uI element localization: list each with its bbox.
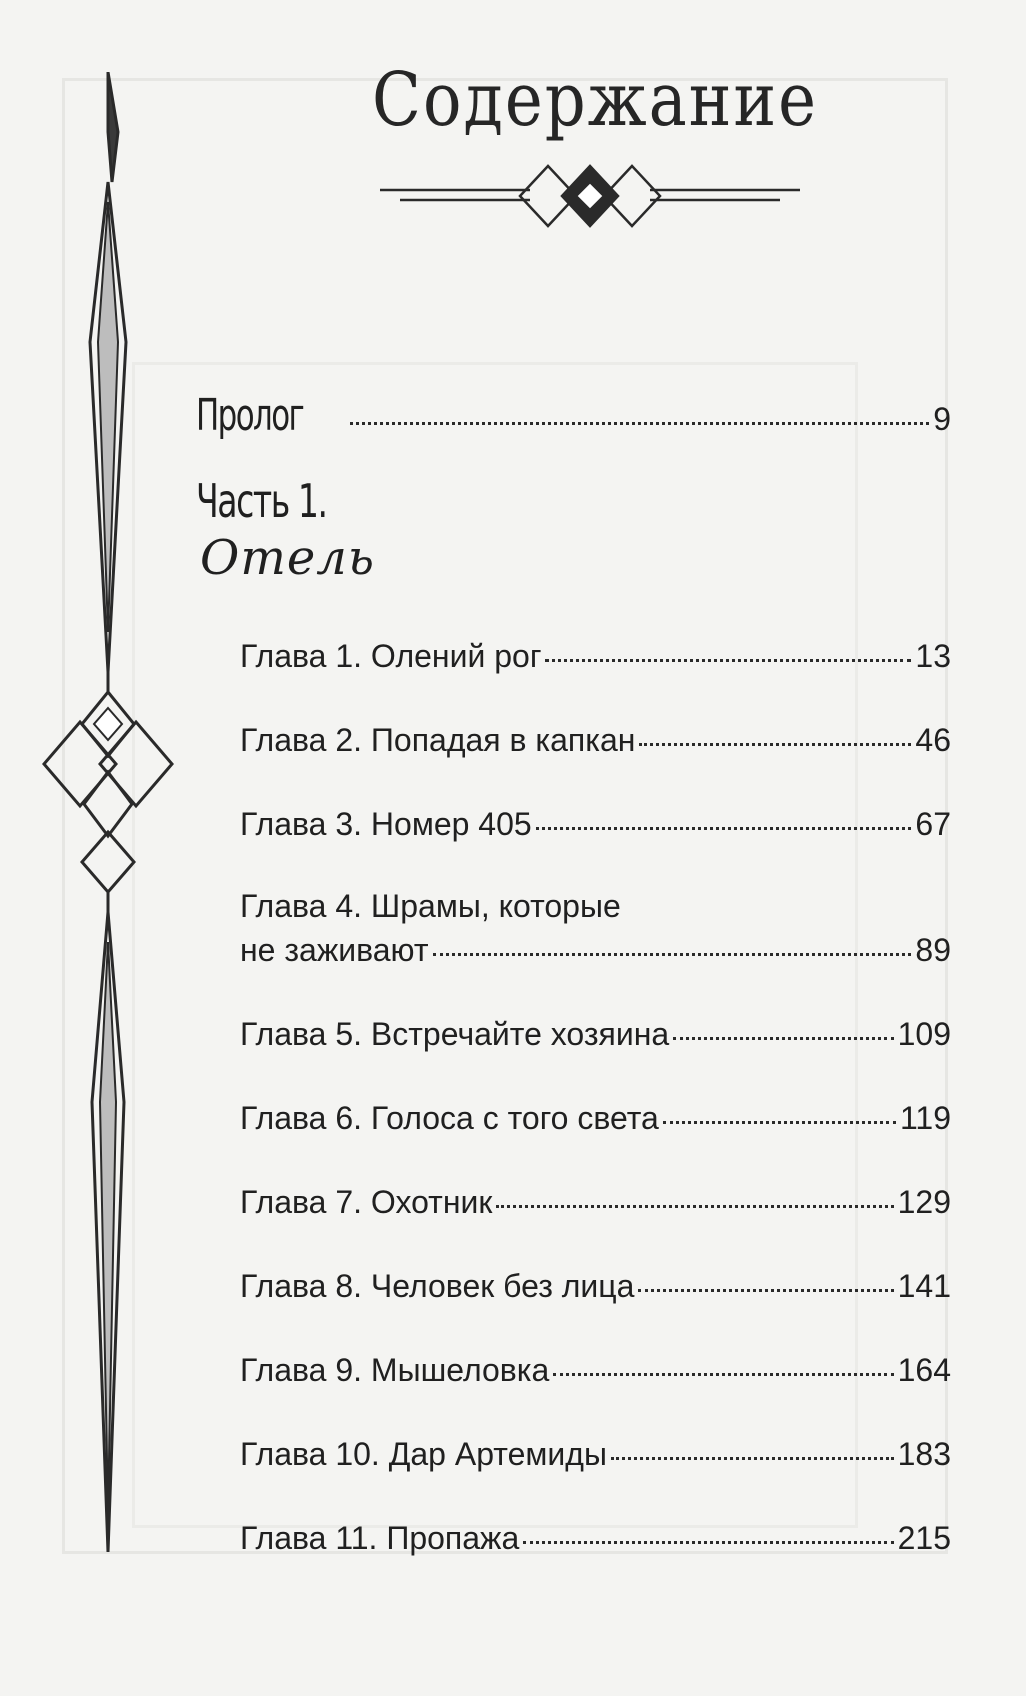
chapter-label: Глава 5. Встречайте хозяина [240,1016,670,1052]
toc-row-chapter-7[interactable] [240,1184,951,1221]
page-title: Содержание [372,58,818,144]
leader-dots [496,1205,893,1208]
leader-dots [673,1037,893,1040]
chapter-label: Глава 6. Голоса с того света [240,1100,659,1136]
toc-row-chapter-9[interactable] [240,1352,951,1389]
leader-dots [545,659,911,662]
vertical-ornament-icon [40,72,180,1572]
chapter-label: Глава 8. Человек без лица [240,1268,635,1304]
chapter-label: Глава 7. Охотник [240,1184,493,1220]
part-heading: Часть 1. [196,474,327,528]
leader-dots [536,827,912,830]
page-number: 9 [933,401,951,437]
toc-row-chapter-2[interactable] [240,722,951,759]
title-divider-icon [380,160,800,232]
leader-dots [663,1121,896,1124]
page-number: 13 [915,638,951,674]
page-number: 89 [915,932,951,968]
leader-dots [638,1289,893,1292]
toc-row-chapter-11[interactable] [240,1520,951,1557]
chapter-label: Глава 11. Пропажа [240,1520,520,1556]
page-number: 183 [897,1436,951,1472]
chapter-label: Глава 10. Дар Артемиды [240,1436,607,1472]
leader-dots [433,953,912,956]
toc-row-chapter-1[interactable] [240,638,951,675]
toc-row-chapter-5[interactable] [240,1016,951,1053]
leader-dots [611,1457,894,1460]
toc-row-chapter-6[interactable] [240,1100,951,1137]
leader-dots [523,1541,893,1544]
prologue-label: Пролог [196,390,304,441]
chapter-label: Глава 3. Номер 405 [240,806,532,842]
page-number: 46 [915,722,951,758]
leader-dots [553,1373,893,1376]
chapter-label: Глава 1. Олений рог [240,638,542,674]
toc-row-chapter-3[interactable] [240,806,951,843]
toc-row-prologue[interactable] [196,390,951,441]
toc-row-chapter-4[interactable] [240,888,951,969]
chapter-label-line2: не заживают [240,932,429,968]
chapter-label: Глава 2. Попадая в капкан [240,722,636,758]
page-number: 119 [899,1100,951,1136]
leader-dots [639,743,911,746]
page-number: 141 [897,1268,951,1304]
chapter-label: Глава 9. Мышеловка [240,1352,550,1388]
page-number: 109 [897,1016,951,1052]
leader-dots [350,422,929,425]
toc-row-chapter-10[interactable] [240,1436,951,1473]
page-number: 67 [915,806,951,842]
page-number: 215 [897,1520,951,1556]
toc-row-chapter-8[interactable] [240,1268,951,1305]
part-subtitle: Отель [200,530,375,586]
page-number: 164 [897,1352,951,1388]
page-number: 129 [897,1184,951,1220]
chapter-label-line1: Глава 4. Шрамы, которые [240,888,621,924]
